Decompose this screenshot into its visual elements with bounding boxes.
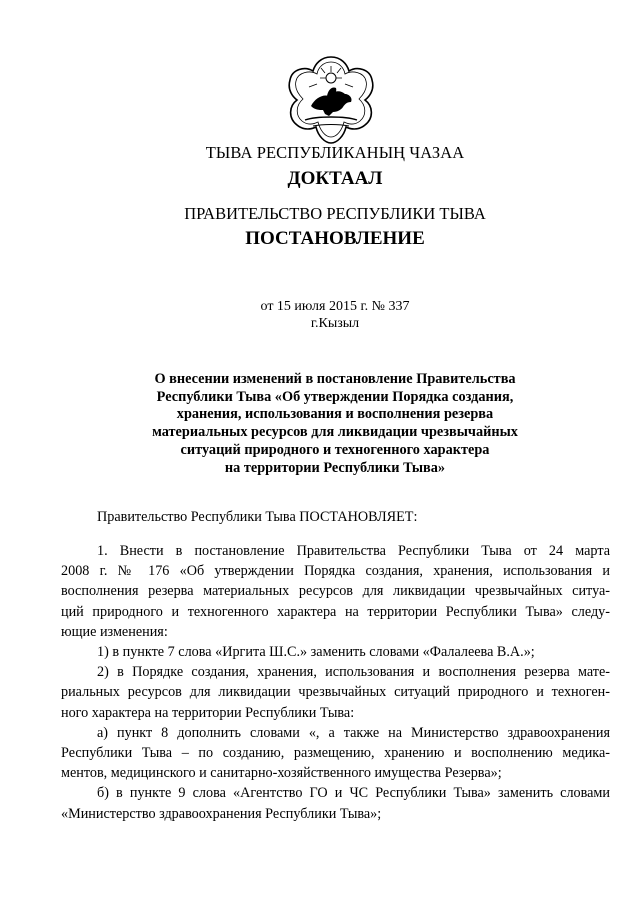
list-item: 1) в пункте 7 слова «Иргита Ш.С.» заменить словами «Фалалеева В.А.»; — [97, 644, 535, 661]
list-item-line: 2) в Порядке создания, хранения, использования и восполнения резерва мате- — [97, 664, 610, 681]
title-line: на территории Республики Тыва» — [224, 459, 446, 476]
tuva-coat-of-arms-emblem — [281, 54, 381, 146]
paragraph-line: 1. Внести в постановление Правительства Республики Тыва от 24 марта — [97, 543, 610, 559]
sub-item-line: ментов, медицинского и санитарно-хозяйственного имущества Резерва»; — [61, 765, 502, 782]
decree-date-number: от 15 июля 2015 г. № 337 — [260, 299, 410, 314]
title-line: хранения, использования и восполнения резерва — [176, 406, 494, 423]
paragraph-line: ций природного и техногенного характера на территории Республики Тыва» следу- — [61, 603, 610, 620]
sub-item-line: Республики Тыва – по созданию, размещению, хранению и восполнению медика- — [61, 745, 610, 762]
title-line: материальных ресурсов для ликвидации чрезвычайных — [152, 424, 518, 441]
paragraph-line: восполнения резерва материальных ресурсов для ликвидации чрезвычайных ситуа- — [61, 583, 610, 600]
paragraph-line: 2008 г. № 176 «Об утверждении Порядка создания, хранения, использования и — [61, 563, 610, 580]
list-item-line: риальных ресурсов для ликвидации чрезвычайных ситуаций природного и техноген- — [61, 684, 610, 701]
list-item-line: ного характера на территории Республики Тыва: — [61, 704, 355, 721]
title-line: Республики Тыва «Об утверждении Порядка создания, — [156, 388, 514, 405]
sub-item-line: б) в пункте 9 слова «Агентство ГО и ЧС Республики Тыва» заменить словами — [97, 785, 610, 802]
header-russian-decree: ПОСТАНОВЛЕНИЕ — [245, 228, 425, 249]
decree-city: г.Кызыл — [310, 316, 360, 331]
title-line: О внесении изменений в постановление Правительства — [154, 371, 516, 387]
sub-item-line: «Министерство здравоохранения Республики Тыва»; — [61, 805, 382, 822]
sub-item-line: а) пункт 8 дополнить словами «, а также на Министерство здравоохранения — [97, 724, 610, 741]
decree-body — [61, 541, 610, 824]
header-tuvan-decree: ДОКТААЛ — [287, 168, 383, 189]
header-tuvan-government: ТЫВА РЕСПУБЛИКАНЫҢ ЧАЗАА — [205, 143, 465, 162]
paragraph-line: ющие изменения: — [61, 623, 168, 640]
header-russian-government: ПРАВИТЕЛЬСТВО РЕСПУБЛИКИ ТЫВА — [184, 204, 486, 223]
intro-sentence: Правительство Республики Тыва ПОСТАНОВЛЯЕТ: — [97, 509, 418, 525]
title-line: ситуаций природного и техногенного характера — [180, 441, 490, 458]
decree-title — [90, 371, 580, 477]
